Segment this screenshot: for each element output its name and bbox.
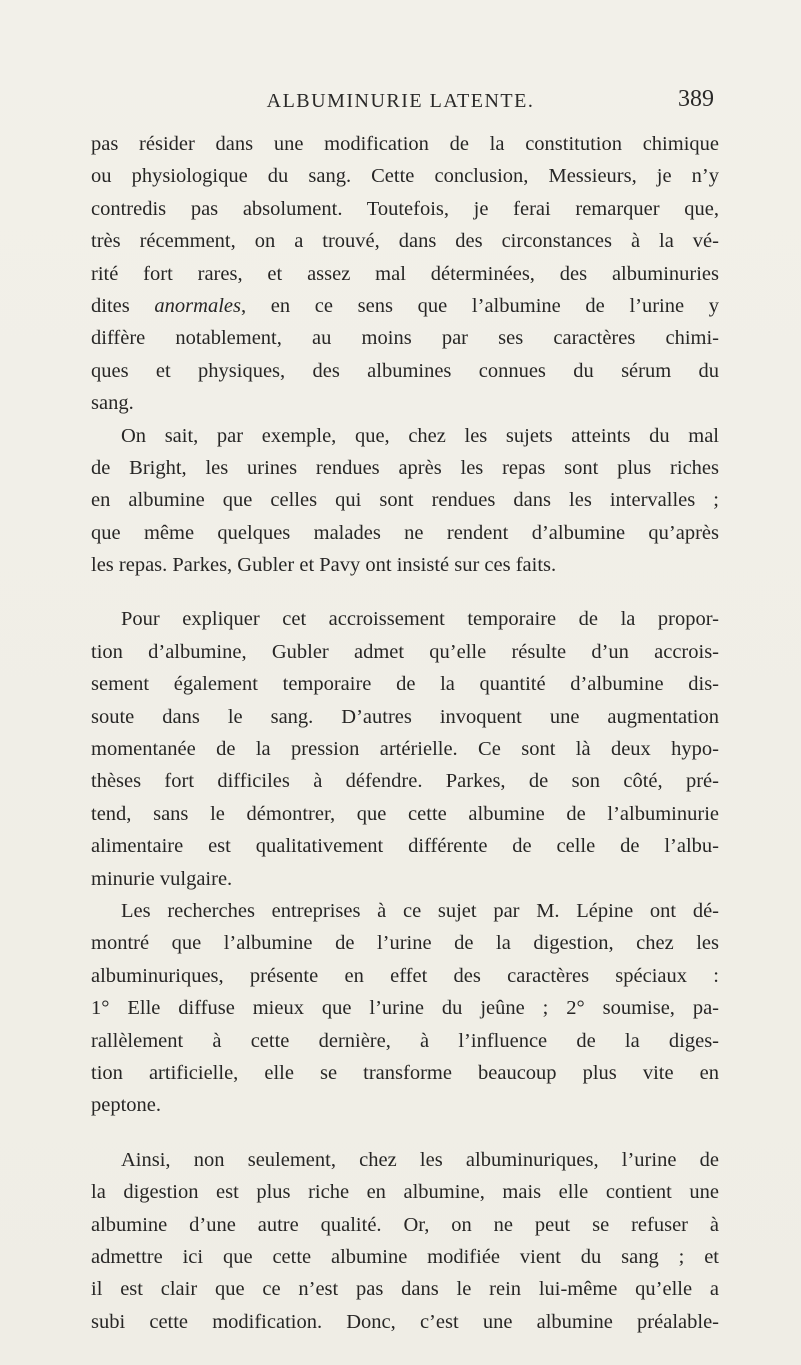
text-line: montré que l’albumine de l’urine de la digestion, chez les [91, 932, 719, 955]
text-line: il est clair que ce n’est pas dans le rein lui-même qu’elle a [91, 1278, 719, 1301]
text-line: pas résider dans une modification de la constitution chimique [91, 133, 719, 155]
text-line: minurie vulgaire. [91, 867, 233, 890]
text-line: ques et physiques, des albumines connues du sérum du [91, 359, 719, 382]
text-line: que même quelques malades ne rendent d’albumine qu’après [91, 521, 719, 544]
text-line: momentanée de la pression artérielle. Ce sont là deux hypo- [91, 738, 719, 761]
paragraph [91, 895, 719, 1122]
running-title: ALBUMINURIE LATENTE. [266, 90, 535, 112]
text-line: soute dans le sang. D’autres invoquent une augmentation [91, 705, 719, 728]
text-line: admettre ici que cette albumine modifiée vient du sang ; et [91, 1245, 719, 1268]
text-line: dites anormales, en ce sens que l’albumine de l’urine y [91, 294, 720, 317]
text-line: thèses fort difficiles à défendre. Parkes, de son côté, pré- [91, 770, 719, 793]
text-line: peptone. [91, 1094, 162, 1117]
text-line: albuminuriques, présente en effet des caractères spéciaux : [91, 964, 719, 987]
text-line: alimentaire est qualitativement différente de celle de l’albu- [91, 835, 719, 858]
text-line: sang. [91, 392, 134, 415]
page-header [0, 86, 801, 122]
paragraph-gap [91, 581, 719, 603]
paragraph [91, 420, 719, 582]
text-line: ou physiologique du sang. Cette conclusion, Messieurs, je n’y [91, 165, 719, 188]
text-line: de Bright, les urines rendues après les repas sont plus riches [91, 456, 719, 479]
text-line: subi cette modification. Donc, c’est une albumine préalable- [91, 1310, 719, 1333]
text-line: Les recherches entreprises à ce sujet par M. Lépine ont dé- [121, 899, 719, 922]
paragraph [91, 1144, 719, 1338]
text-line: On sait, par exemple, que, chez les sujets atteints du mal [121, 424, 719, 447]
text-line: tion artificielle, elle se transforme beaucoup plus vite en [91, 1061, 719, 1084]
text-line: Pour expliquer cet accroissement temporaire de la propor- [121, 608, 719, 631]
text-line: tend, sans le démontrer, que cette albumine de l’albuminurie [91, 802, 719, 825]
body-text [91, 128, 719, 1338]
text-line: sement également temporaire de la quantité d’albumine dis- [91, 673, 719, 696]
page-number: 389 [678, 86, 714, 112]
text-line: Ainsi, non seulement, chez les albuminuriques, l’urine de [121, 1148, 719, 1171]
italic-term: anormales [154, 294, 241, 317]
text-line: rallèlement à cette dernière, à l’influence de la diges- [91, 1029, 719, 1052]
text-line: tion d’albumine, Gubler admet qu’elle résulte d’un accrois- [91, 640, 719, 663]
text-line: en albumine que celles qui sont rendues dans les intervalles ; [91, 489, 719, 512]
text-line: albumine d’une autre qualité. Or, on ne peut se refuser à [91, 1213, 719, 1236]
paragraph-gap [91, 1122, 719, 1144]
paragraph [91, 128, 719, 420]
text-line: très récemment, on a trouvé, dans des circonstances à la vé- [91, 230, 719, 253]
text-line: rité fort rares, et assez mal déterminées, des albuminuries [91, 262, 719, 285]
text-line: la digestion est plus riche en albumine, mais elle contient une [91, 1181, 719, 1204]
text-line: 1° Elle diffuse mieux que l’urine du jeûne ; 2° soumise, pa- [91, 997, 719, 1020]
text-line: les repas. Parkes, Gubler et Pavy ont insisté sur ces faits. [91, 554, 557, 577]
paragraph [91, 603, 719, 895]
text-line: contredis pas absolument. Toutefois, je ferai remarquer que, [91, 197, 719, 220]
text-line: diffère notablement, au moins par ses caractères chimi- [91, 327, 719, 350]
